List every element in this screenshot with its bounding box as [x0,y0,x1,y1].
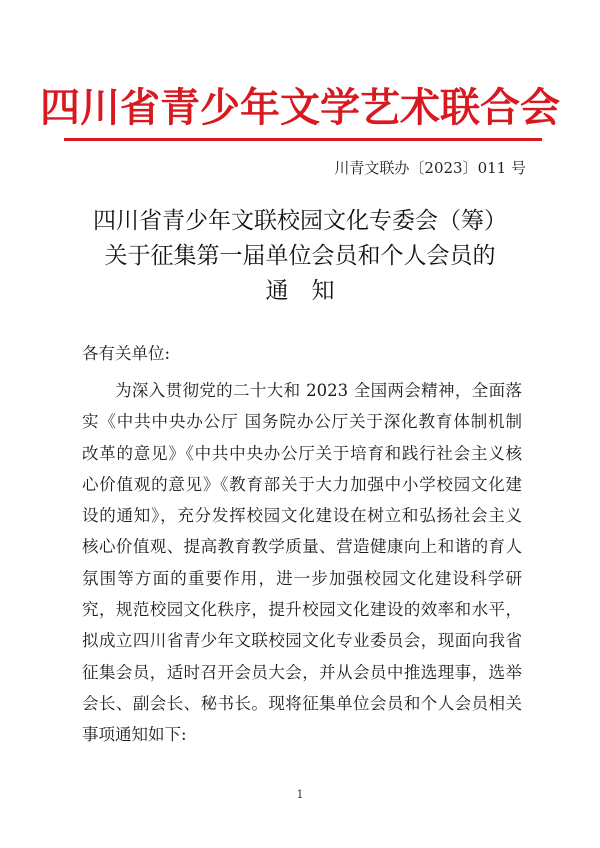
body-line: 究，规范校园文化秩序，提升校园文化建设的效率和水平， [82,600,522,620]
title-line-2: 关于征集第一届单位会员和个人会员的 [104,243,496,269]
body-line: 为深入贯彻党的二十大和 2023 全国两会精神，全面落 [115,381,522,400]
body-paragraph [82,375,522,751]
organization-header: 四川省青少年文学艺术联合会 [40,85,560,131]
body-line: 征集会员，适时召开会员大会，并从会员中推选理事，选举 [82,662,522,682]
title-line-3: 通 知 [265,278,335,304]
body-line: 事项通知如下: [82,725,187,745]
red-divider-line [64,138,542,141]
body-line: 氛围等方面的重要作用，进一步加强校园文化建设科学研 [82,568,522,588]
page-number: 1 [296,788,304,801]
document-number: 川青文联办〔2023〕011 号 [334,159,526,177]
body-line: 拟成立四川省青少年文联校园文化专业委员会，现面向我省 [82,631,522,651]
body-line: 会长、副会长、秘书长。现将征集单位会员和个人会员相关 [82,693,522,713]
salutation: 各有关单位: [82,344,171,363]
body-line: 心价值观的意见》《教育部关于大力加强中小学校园文化建 [82,474,522,494]
body-line: 实《中共中央办公厅 国务院办公厅关于深化教育体制机制 [82,412,522,432]
body-line: 改革的意见》《中共中央办公厅关于培育和践行社会主义核 [82,443,522,463]
body-line: 核心价值观、提高教育教学质量、营造健康向上和谐的育人 [82,537,522,557]
title-line-1: 四川省青少年文联校园文化专委会（筹） [93,208,507,234]
body-line: 设的通知》，充分发挥校园文化建设在树立和弘扬社会主义 [82,506,522,526]
